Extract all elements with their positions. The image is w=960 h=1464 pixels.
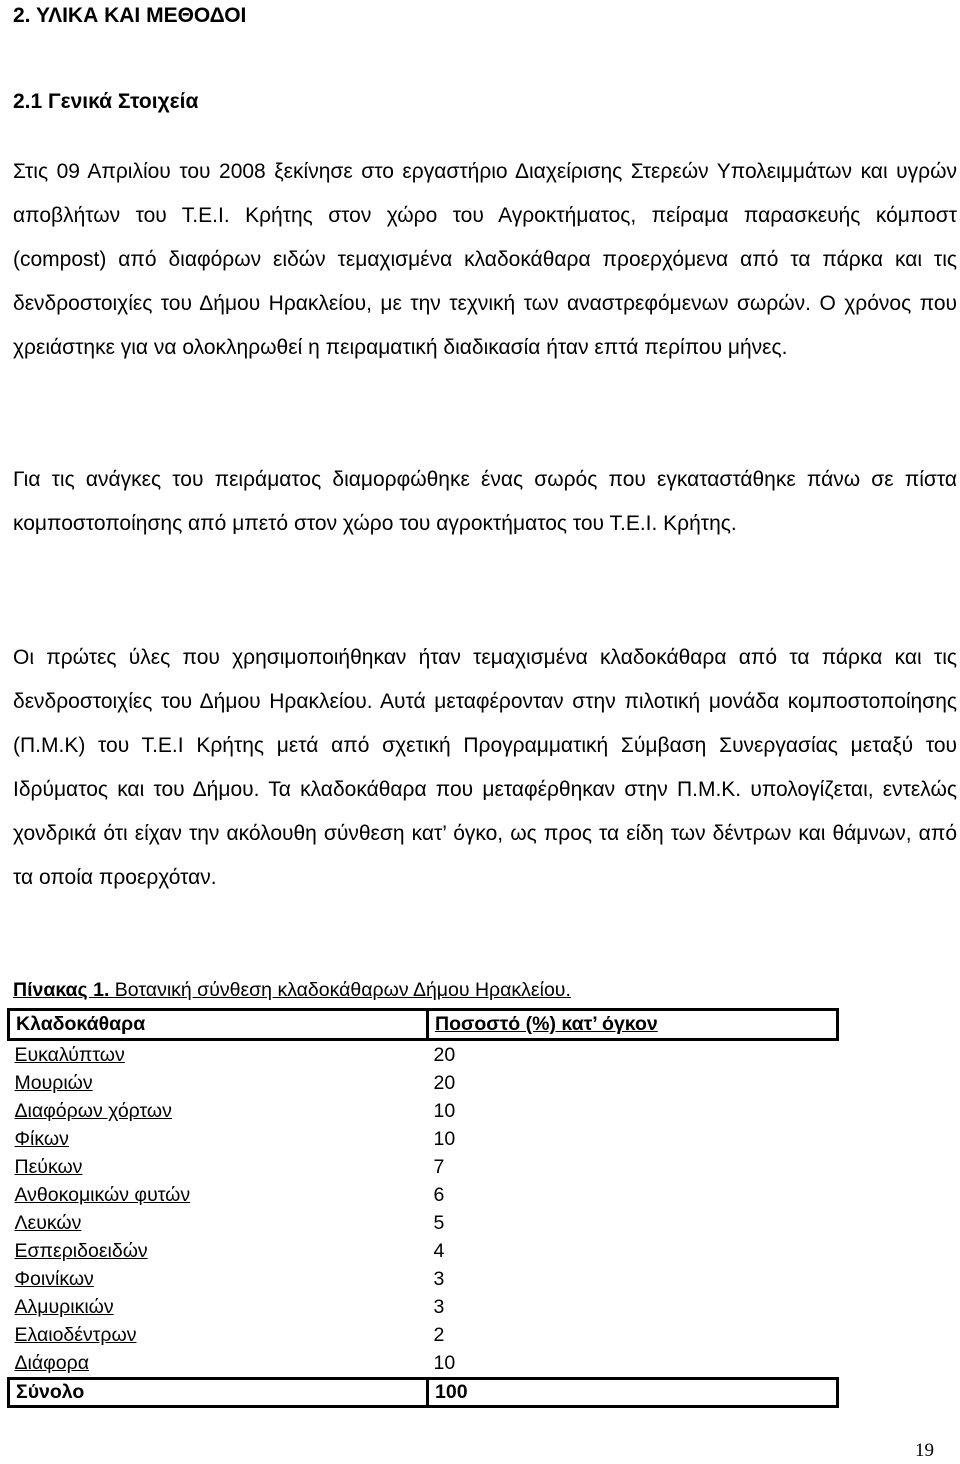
table-caption-text: Βοτανική σύνθεση κλαδοκάθαρων Δήμου Ηρακλείου. — [109, 979, 571, 1001]
total-label: Σύνολο — [9, 1379, 428, 1407]
material-cell: Αλμυρικιών — [14, 1295, 114, 1318]
percent-cell: 2 — [433, 1323, 445, 1346]
paragraph-intro: Στις 09 Απριλίου του 2008 ξεκίνησε στο εργαστήριο Διαχείρισης Στερεών Υπολειμμάτων και υγρών αποβλήτων του Τ.Ε.Ι. Κρήτης στον χώρο του Αγροκτήματος, πείραμα παρασκευής κόμποστ (compost) από διαφόρων ειδών τεμαχισμένα κλαδοκάθαρα προερχόμενα από τα πάρκα και τις δενδροστοιχίες του Δήμου Ηρακλείου, με την τεχνική των αναστρεφόμενων σωρών. Ο χρόνος που χρειάστηκε για να ολοκληρωθεί η πειραματική διαδικασία ήταν επτά περίπου μήνες. — [13, 160, 957, 359]
material-cell: Διάφορα — [14, 1351, 89, 1374]
percent-cell: 10 — [433, 1351, 456, 1374]
table-row — [9, 1153, 838, 1181]
table-header-percent: Ποσοστό (%) κατ’ όγκον — [428, 1010, 838, 1040]
table-header-material: Κλαδοκάθαρα — [9, 1010, 428, 1040]
table-row — [9, 1069, 838, 1097]
material-cell: Ελαιοδέντρων — [14, 1323, 137, 1346]
material-cell: Διαφόρων χόρτων — [14, 1099, 172, 1122]
table-row — [9, 1181, 838, 1209]
material-cell: Φοινίκων — [14, 1267, 94, 1290]
table-row — [9, 1209, 838, 1237]
table-row — [9, 1125, 838, 1153]
percent-cell: 3 — [433, 1295, 445, 1318]
page-number: 19 — [915, 1440, 934, 1461]
percent-cell: 6 — [433, 1183, 445, 1206]
table-total-row — [9, 1379, 838, 1407]
paragraph-raw-materials: Οι πρώτες ύλες που χρησιμοποιήθηκαν ήταν τεμαχισμένα κλαδοκάθαρα από τα πάρκα και τις δενδροστοιχίες του Δήμου Ηρακλείου. Αυτά μεταφέρονταν στην πιλοτική μονάδα κομποστοποίησης (Π.Μ.Κ) του Τ.Ε.Ι Κρήτης μετά από σχετική Προγραμματική Σύμβαση Συνεργασίας μεταξύ του Ιδρύματος και του Δήμου. Τα κλαδοκάθαρα που μεταφέρθηκαν στην Π.Μ.Κ. υπολογίζεται, εντελώς χονδρικά ότι είχαν την ακόλουθη σύνθεση κατ’ όγκο, ως προς τα είδη των δέντρων και θάμνων, από τα οποία προερχόταν. — [13, 646, 957, 889]
percent-cell: 20 — [433, 1043, 456, 1066]
material-cell: Ευκαλύπτων — [14, 1043, 125, 1066]
table-row — [9, 1237, 838, 1265]
percent-cell: 3 — [433, 1267, 445, 1290]
percent-cell: 7 — [433, 1155, 445, 1178]
total-value: 100 — [428, 1379, 838, 1407]
table-caption-label: Πίνακας 1. — [13, 979, 110, 1001]
table-header-row — [9, 1010, 838, 1040]
table-row — [9, 1293, 838, 1321]
material-cell: Λευκών — [14, 1211, 82, 1234]
table-caption — [13, 979, 957, 1002]
material-cell: Φίκων — [14, 1127, 69, 1150]
material-cell: Μουριών — [14, 1071, 93, 1094]
subsection-title: 2.1 Γενικά Στοιχεία — [13, 90, 199, 113]
table-row — [9, 1097, 838, 1125]
table-row — [9, 1321, 838, 1349]
paragraph-pile-setup: Για τις ανάγκες του πειράματος διαμορφώθηκε ένας σωρός που εγκαταστάθηκε πάνω σε πίστα κομποστοποίησης από μπετό στον χώρο του αγροκτήματος του Τ.Ε.Ι. Κρήτης. — [13, 468, 957, 535]
percent-cell: 4 — [433, 1239, 445, 1262]
material-cell: Εσπεριδοειδών — [14, 1239, 148, 1262]
composition-table — [7, 1008, 839, 1408]
material-cell: Ανθοκομικών φυτών — [14, 1183, 191, 1206]
table-row — [9, 1265, 838, 1293]
percent-cell: 10 — [433, 1099, 456, 1122]
section-title: 2. ΥΛΙΚΑ ΚΑΙ ΜΕΘΟΔΟΙ — [13, 4, 247, 27]
material-cell: Πεύκων — [14, 1155, 83, 1178]
percent-cell: 10 — [433, 1127, 456, 1150]
percent-cell: 5 — [433, 1211, 445, 1234]
table-row — [9, 1040, 838, 1070]
percent-cell: 20 — [433, 1071, 456, 1094]
table-row — [9, 1349, 838, 1379]
